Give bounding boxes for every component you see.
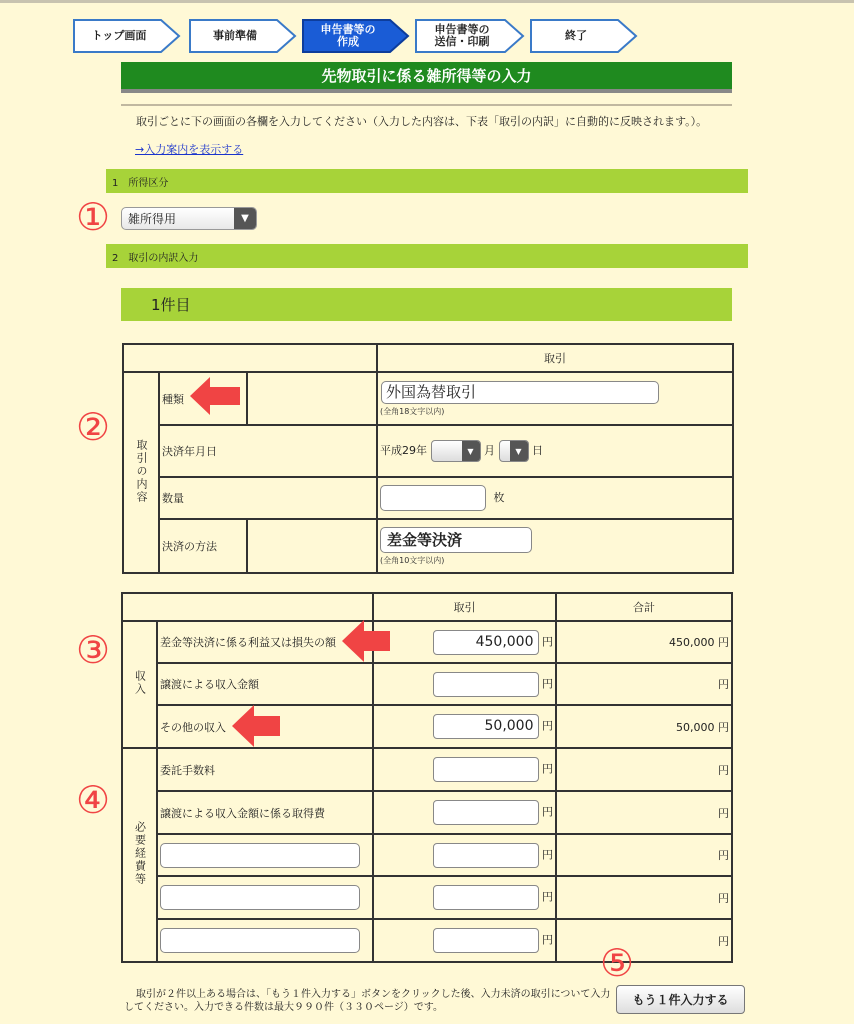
marker-1: ① [76,195,111,239]
step-label: 申告書等の 作成 [320,23,376,48]
yen-unit: 円 [718,636,729,649]
custom-label-cell [157,834,373,876]
chevron-down-icon: ▼ [510,441,528,461]
income-type-value: 雑所得用 [128,212,177,226]
yen-unit: 円 [718,720,729,734]
step-top[interactable] [73,19,181,53]
date-cell [377,425,733,477]
col-header-total: 合計 [556,593,732,621]
step-label: 終了 [565,29,587,42]
intro-text: 取引ごとに下の画面の各欄を入力してください（入力した内容は、下表「取引の内訳」に自動的に反映されます。）。 [136,115,708,128]
header-blank [123,344,377,372]
step-create[interactable] [302,19,410,53]
chevron-down-icon: ▼ [234,208,256,229]
custom-expense-name-input[interactable] [160,928,360,953]
amounts-table [121,592,733,963]
group-label-cell [123,372,159,573]
marker-2: ② [76,405,111,449]
input-guide-link[interactable]: →入力案内を表示する [135,143,244,156]
kind-cell [377,372,733,425]
day-select[interactable] [499,440,529,462]
add-another-button[interactable]: もう１件入力する [616,985,745,1014]
yen-unit: 円 [542,762,553,776]
step-prep[interactable] [189,19,297,53]
yen-unit: 円 [542,677,553,690]
yen-unit: 円 [718,678,729,691]
expense-group-cell [122,748,157,962]
yen-unit: 円 [718,934,729,948]
step-send[interactable] [415,19,525,53]
yen-unit: 円 [718,849,729,862]
row-label: 譲渡による収入金額 [157,663,373,705]
arrow-left-icon [232,705,282,747]
yen-unit: 円 [542,719,553,733]
qty-label: 数量 [159,477,377,519]
amount-cell [373,621,556,663]
group-label: 取引の内容 [135,438,148,504]
table-row [122,705,732,748]
yen-unit: 円 [718,763,729,777]
total-cell [556,834,732,876]
method-note: (全角10文字以内) [380,555,445,565]
custom-expense-name-input[interactable] [160,885,360,910]
page-title: 先物取引に係る雑所得等の入力 [121,62,732,93]
table-row [122,748,732,791]
section-transaction-input: 2 取引の内訳入力 [106,244,748,268]
total-cell [556,663,732,705]
qty-cell [377,477,733,519]
era-label: 平成29年 [380,444,427,457]
yen-unit: 円 [542,848,553,861]
section-income-category: 1 所得区分 [106,169,748,193]
amount-input[interactable] [433,672,539,697]
row-label: 差金等決済に係る利益又は損失の額 [157,621,373,663]
item-heading: 1件目 [121,288,732,321]
step-label: 申告書等の 送信・印刷 [434,23,490,48]
amount-input[interactable]: 450,000 [433,630,539,655]
total-cell [556,876,732,919]
method-cell [377,519,733,573]
income-type-select[interactable] [121,207,257,230]
method-input[interactable]: 差金等決済 [380,527,532,553]
amount-input[interactable] [433,885,539,910]
yen-unit: 円 [542,933,553,947]
step-label: トップ画面 [91,29,147,42]
total-value: 50,000 [676,720,715,734]
row-label: その他の収入 [157,705,373,748]
qty-unit: 枚 [493,491,505,504]
total-value: 450,000 [669,636,715,649]
marker-3: ③ [76,628,111,672]
footer-note: 取引が２件以上ある場合は、「もう１件入力する」ボタンをクリックした後、入力未済の取引について入力してください。入力できる件数は最大９９０件（３３０ページ）です。 [124,989,611,1013]
amount-cell [373,791,556,834]
yen-unit: 円 [542,635,553,648]
divider [121,104,732,106]
amount-cell [373,876,556,919]
qty-input[interactable] [380,485,486,511]
total-cell [556,748,732,791]
table-row [122,791,732,834]
total-cell [556,621,732,663]
income-group-cell [122,621,157,748]
step-label: 事前準備 [213,29,257,42]
amount-input[interactable] [433,800,539,825]
month-select[interactable] [431,440,481,462]
yen-unit: 円 [542,890,553,904]
amount-cell [373,748,556,791]
row-label: 譲渡による収入金額に係る取得費 [157,791,373,834]
header-blank [122,593,373,621]
custom-expense-name-input[interactable] [160,843,360,868]
arrow-left-icon [190,377,242,415]
table-row [122,621,732,663]
amount-input[interactable]: 50,000 [433,714,539,739]
income-group-label: 収入 [133,670,147,696]
custom-label-cell [157,919,373,962]
total-cell [556,705,732,748]
col-header-deal: 取引 [373,593,556,621]
table-row [122,876,732,919]
kind-label: 種類 [159,372,247,425]
method-label: 決済の方法 [159,519,247,573]
date-label: 決済年月日 [159,425,377,477]
table-row [122,663,732,705]
chevron-down-icon: ▼ [462,441,480,461]
kind-spacer [247,372,377,425]
kind-note: (全角18文字以内) [380,406,445,416]
step-end[interactable] [530,19,638,53]
amount-cell [373,663,556,705]
kind-input[interactable]: 外国為替取引 [381,381,659,404]
month-unit: 月 [484,444,495,457]
marker-4: ④ [76,778,111,822]
amount-input[interactable] [433,757,539,782]
amount-cell [373,705,556,748]
table-row [122,919,732,962]
row-label: 委託手数料 [157,748,373,791]
yen-unit: 円 [718,891,729,905]
total-cell [556,919,732,962]
method-spacer [247,519,377,573]
arrow-left-icon [342,620,392,662]
marker-5: ⑤ [600,941,635,985]
day-unit: 日 [532,444,543,457]
yen-unit: 円 [542,805,553,819]
expense-group-label: 必要経費等 [133,821,147,886]
custom-label-cell [157,876,373,919]
amount-cell [373,919,556,962]
amount-input[interactable] [433,843,539,868]
table-row [122,834,732,876]
amount-cell [373,834,556,876]
amount-input[interactable] [433,928,539,953]
total-cell [556,791,732,834]
yen-unit: 円 [718,806,729,820]
col-header-deal: 取引 [377,344,733,372]
